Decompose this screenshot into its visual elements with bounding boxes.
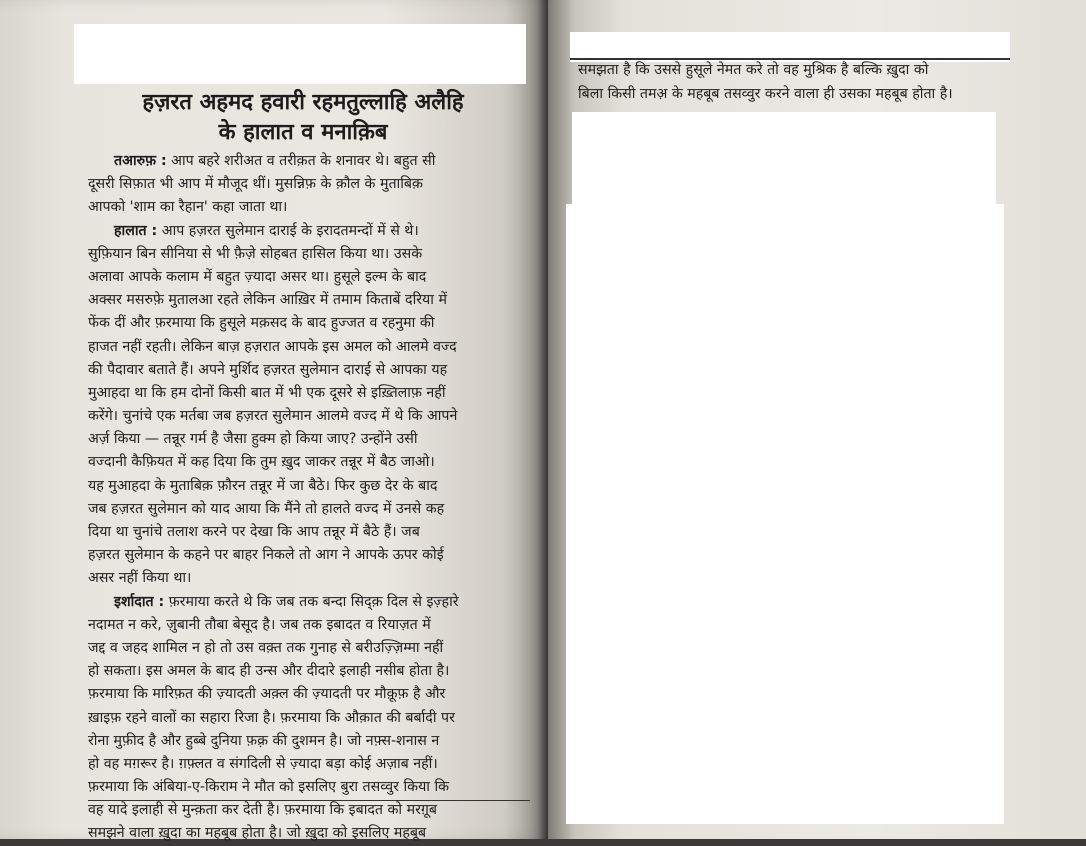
line-text: हो वह मग़रूर है। ग़फ़्लत व संगदिली से ज़्यादा बड़ा कोई अज़ाब नहीं। xyxy=(88,755,438,772)
line-text: वह यादे इलाही से मुन्क़ता कर देती है। फ़रमाया कि इबादत को मरग़ूब xyxy=(88,802,437,819)
line-text: दिया था चुनांचे तलाश करने पर देखा कि आप तन्नूर में बैठे हैं। जब xyxy=(88,524,420,540)
line-text: आप बहरे शरीअत व तरीक़त के शनावर थे। बहुत सी xyxy=(166,153,436,169)
left-line xyxy=(88,822,530,845)
left-line xyxy=(88,730,530,753)
chapter-title-line-1: हज़रत अहमद हवारी रहमतुल्लाहि अलैहि xyxy=(142,90,464,115)
line-text: सुफ़ियान बिन सीनिया से भी फ़ैज़े सोहबत हासिल किया था। उसके xyxy=(88,245,423,262)
line-text: असर नहीं किया था। xyxy=(88,570,192,587)
line-text: मुआहदा था कि हम दोनों किसी बात में भी एक दूसरे से इख़्तिलाफ़ नहीं xyxy=(88,384,446,401)
section-label: हालात : xyxy=(114,222,158,239)
left-line xyxy=(88,614,530,637)
line-text: नदामत न करे, ज़ुबानी तौबा बेसूद है। जब तक इबादत व रियाज़त में xyxy=(88,616,431,633)
left-line xyxy=(88,220,530,243)
left-line xyxy=(88,405,530,428)
line-text: फ़रमाया कि अंबिया-ए-किराम ने मौत को इसलिए बुरा तसव्वुर किया कि xyxy=(88,779,450,796)
line-text: फ़रमाया करते थे कि जब तक बन्दा सिद्क़ दिल से इज़्हारे xyxy=(164,593,459,610)
left-line xyxy=(88,243,530,266)
right-line-1: समझता है कि उससे हुसूले नेमत करे तो वह मुश्रिक है बल्कि ख़ुदा को xyxy=(578,62,929,78)
left-body-text xyxy=(88,150,530,846)
left-line xyxy=(88,591,530,614)
line-text: हाजत नहीं रहती। लेकिन बाज़ हज़रात आपके इस अमल को आलमे वज्द xyxy=(88,338,457,355)
section-label: इर्शादात : xyxy=(114,593,165,610)
line-text: हज़रत सुलेमान के कहने पर बाहर निकले तो आग ने आपके ऊपर कोई xyxy=(88,547,444,564)
line-text: की पैदावार बताते हैं। अपने मुर्शिद हज़रत सुलेमान दाराई से आपका यह xyxy=(88,361,448,378)
right-body-text xyxy=(578,58,1008,106)
left-line xyxy=(88,521,530,544)
line-text: जब हज़रत सुलेमान को याद आया कि मैंने तो हालते वज्द में उनसे कह xyxy=(88,500,445,517)
line-text: फेंक दीं और फ़रमाया कि हुसूले मक़सद के बाद हुज्जत व रहनुमा की xyxy=(88,315,435,332)
left-line xyxy=(88,637,530,660)
left-line xyxy=(88,289,530,312)
footer-rule xyxy=(88,800,530,801)
line-text: करेंगे। चुनांचे एक मर्तबा जब हज़रत सुलेमान आलमे वज्द में थे कि आपने xyxy=(88,408,458,425)
line-text: अर्ज़ किया — तन्नूर गर्म है जैसा हुक्म हो किया जाए? उन्होंने उसी xyxy=(88,431,418,448)
line-text: रोना मुफ़ीद है और हुब्बे दुनिया फ़क़्र की दुशमन है। जो नफ़्स-शनास न xyxy=(88,732,440,749)
left-line xyxy=(88,660,530,683)
left-line xyxy=(88,312,530,335)
left-line xyxy=(88,776,530,799)
line-text: वज्दानी कैफ़ियत में कह दिया कि तुम ख़ुद जाकर तन्नूर में बैठ जाओ। xyxy=(88,454,435,471)
line-text: यह मुआहदा के मुताबिक़ फ़ौरन तन्नूर में जा बैठे। फिर कुछ देर के बाद xyxy=(88,477,438,494)
left-line xyxy=(88,544,530,567)
line-text: आप हज़रत सुलेमान दाराई के इरादतमन्दों में से थे। xyxy=(157,222,419,239)
right-page xyxy=(548,0,1086,839)
left-line xyxy=(88,683,530,706)
left-line xyxy=(88,150,530,173)
left-line xyxy=(88,498,530,521)
left-line xyxy=(88,266,530,289)
left-line xyxy=(88,567,530,590)
left-line xyxy=(88,707,530,730)
left-line xyxy=(88,359,530,382)
left-line xyxy=(88,428,530,451)
line-text: हो सकता। इस अमल के बाद ही उन्स और दीदारे इलाही नसीब होता है। xyxy=(88,663,450,680)
line-text: समझने वाला ख़ुदा का महबूब होता है। जो ख़ुदा को इसलिए महबूब xyxy=(88,825,427,842)
left-line xyxy=(88,475,530,498)
left-line xyxy=(88,173,530,196)
chapter-title-line-2: के हालात व मनाक़िब xyxy=(218,120,388,145)
left-line xyxy=(88,382,530,405)
line-text: आपको 'शाम का रैहान' कहा जाता था। xyxy=(88,199,288,216)
line-text: फ़रमाया कि मारिफ़त की ज़्यादती अक़्ल की ज़्यादती पर मौक़ूफ़ है और xyxy=(88,686,446,703)
left-line xyxy=(88,196,530,219)
line-text: अक्सर मसरुफ़े मुतालआ रहते लेकिन आख़िर में तमाम किताबें दरिया में xyxy=(88,292,447,309)
right-line-2: बिला किसी तमअ़ के महबूब तसव्वुर करने वाला ही उसका महबूब होता है। xyxy=(578,86,953,102)
left-line xyxy=(88,753,530,776)
left-line xyxy=(88,451,530,474)
redacted-block-right-1 xyxy=(572,112,996,208)
left-line xyxy=(88,799,530,822)
line-text: अलावा आपके कलाम में बहुत ज़्यादा असर था। हुसूले इल्म के बाद xyxy=(88,268,427,285)
redacted-block-right-2 xyxy=(566,204,1004,824)
section-label: तआरुफ़ : xyxy=(114,153,167,169)
line-text: ख़ाइफ़ रहने वालों का सहारा रिजा है। फ़रमाया कि औक़ात की बर्बादी पर xyxy=(88,709,455,726)
chapter-title xyxy=(78,88,528,148)
redacted-header-left xyxy=(74,24,526,84)
line-text: जद्द व जहद शामिल न हो तो उस वक़्त तक गुनाह से बरीउज़्ज़िम्मा नहीं xyxy=(88,639,444,656)
line-text: दूसरी सिफ़ात भी आप में मौजूद थीं। मुसन्निफ़ के क़ौल के मुताबिक़ xyxy=(88,176,423,193)
left-line xyxy=(88,336,530,359)
